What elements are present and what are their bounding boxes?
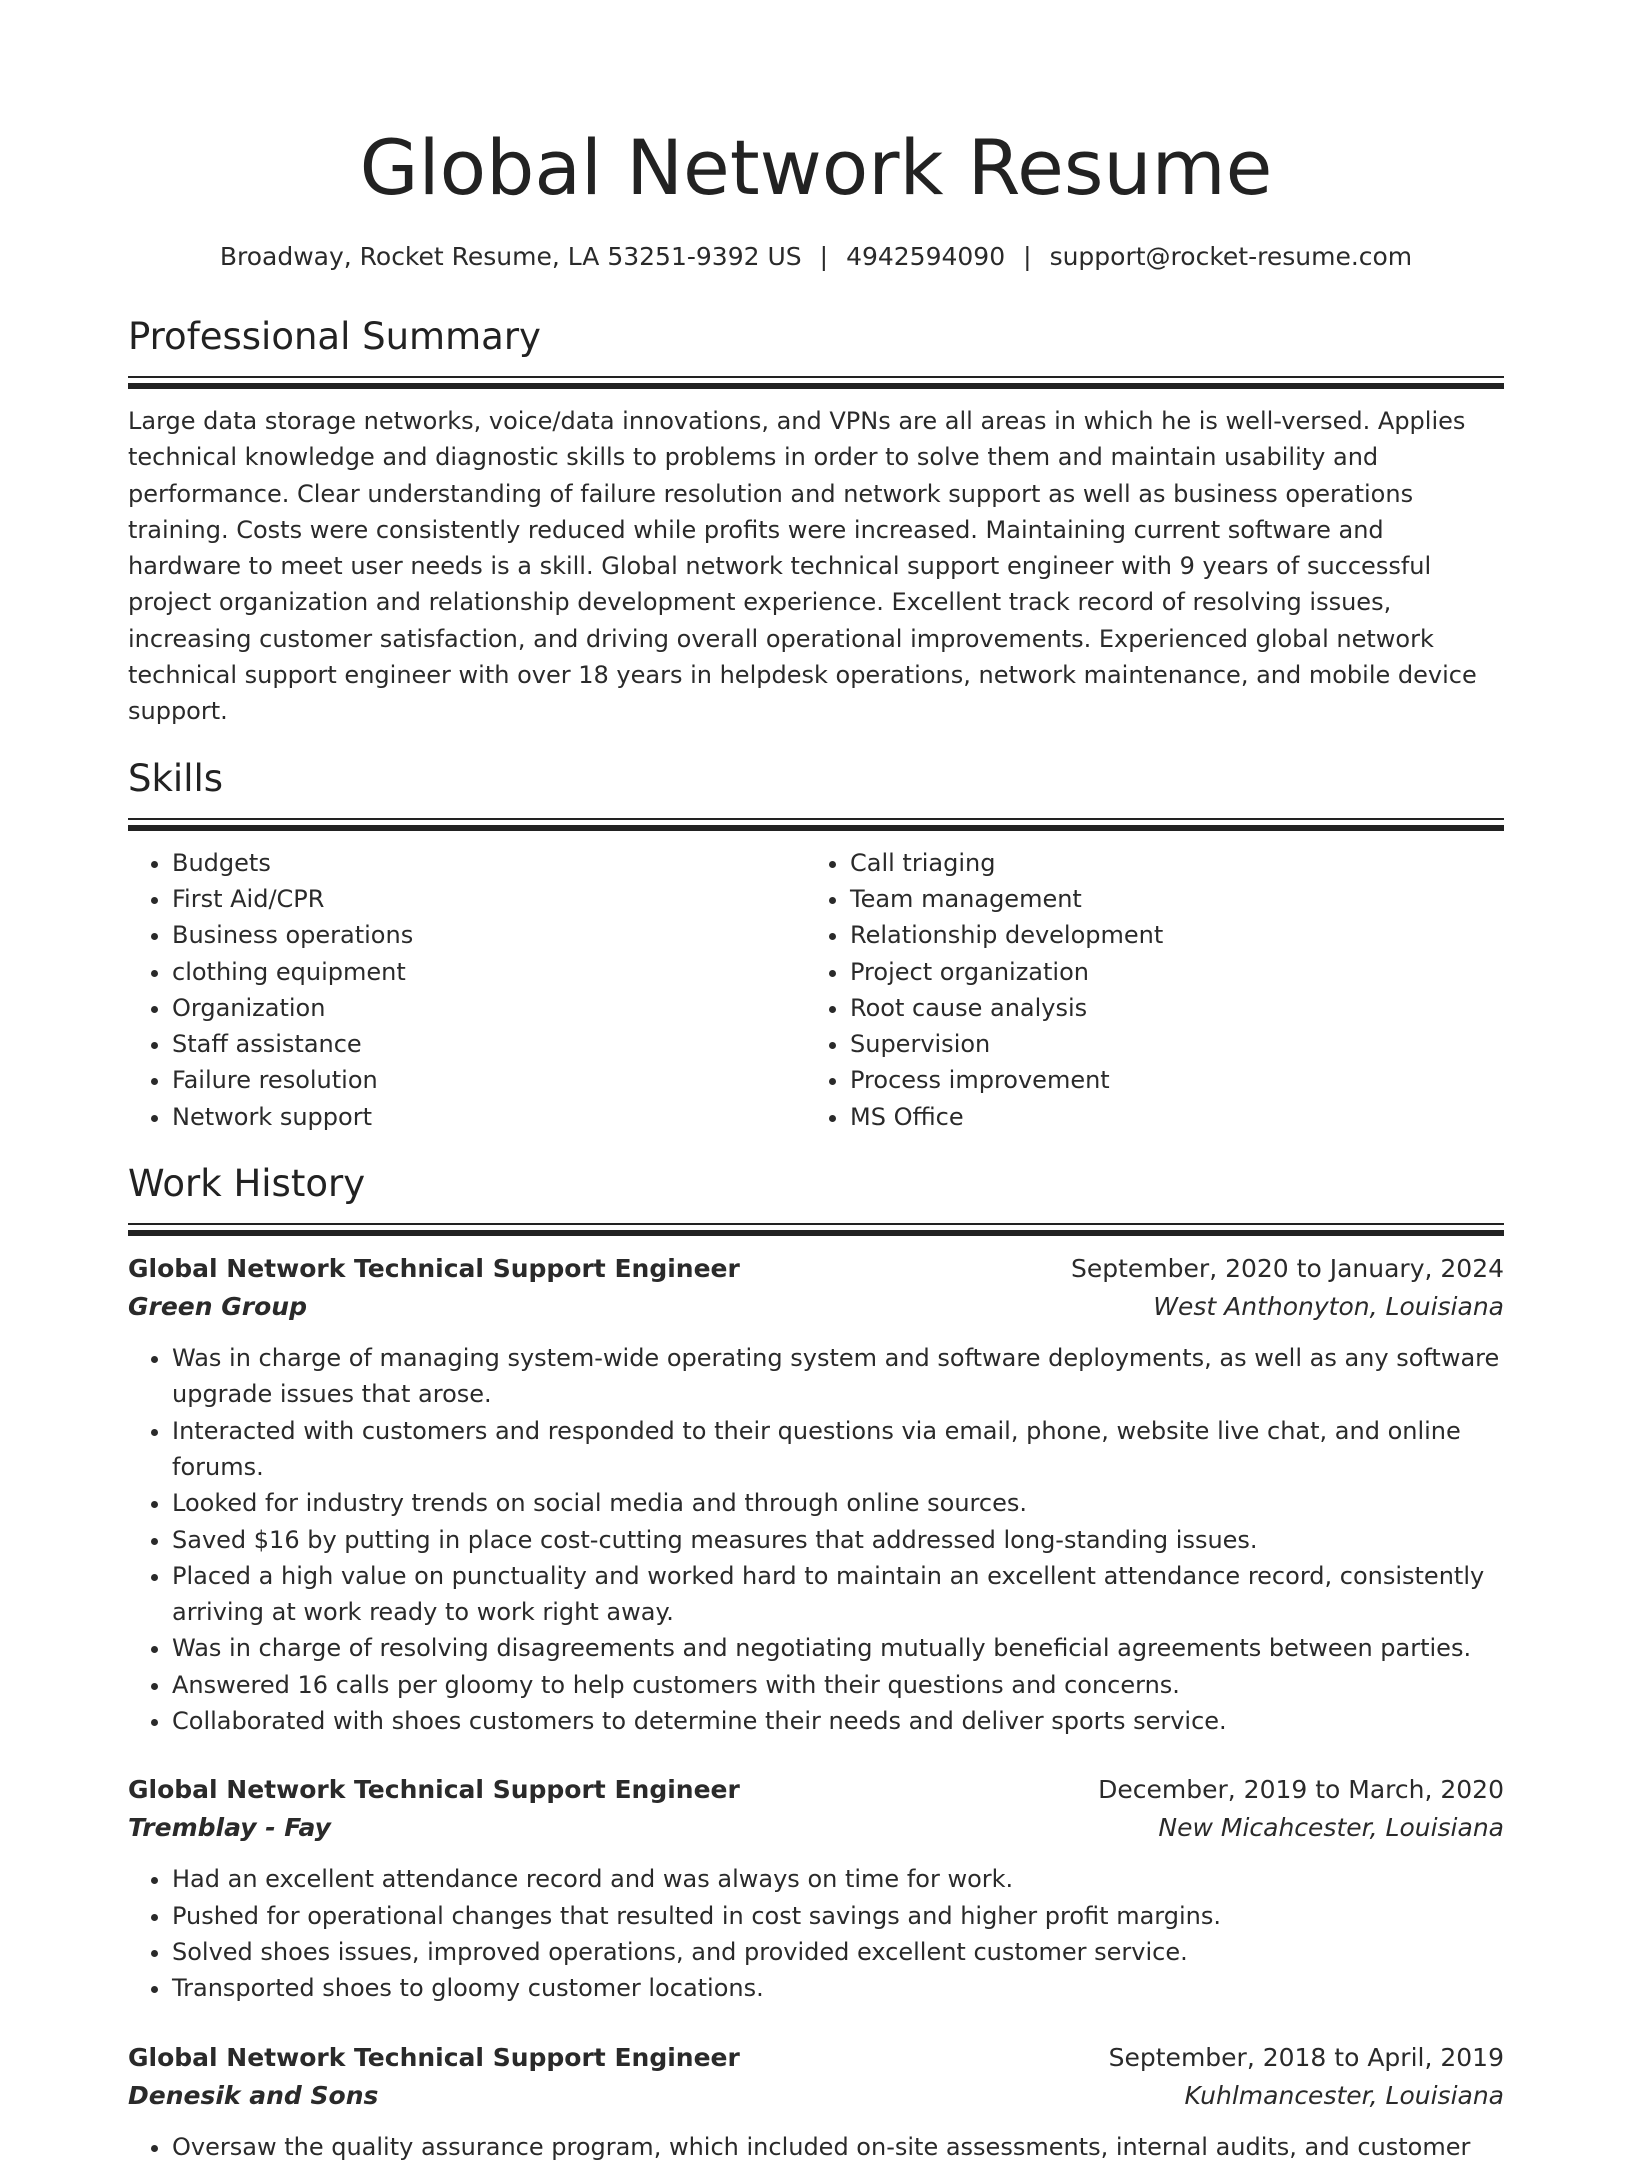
work-section: [128, 1159, 1504, 2165]
contact-separator: |: [1023, 242, 1032, 271]
job-company: Denesik and Sons: [128, 2080, 379, 2110]
summary-section: [128, 312, 1504, 730]
job-subheader: [128, 1288, 1504, 1326]
job-header: [128, 2039, 1504, 2077]
skill-item: • Network support: [172, 1099, 806, 1135]
job-entry: [128, 2039, 1504, 2165]
skill-item: • Failure resolution: [172, 1062, 806, 1098]
job-header: [128, 1771, 1504, 1809]
job-bullet: • Oversaw the quality assurance program, which included on-site assessments, internal audits, and customer: [172, 2129, 1504, 2165]
job-location: Kuhlmancester, Louisiana: [1184, 2080, 1504, 2110]
section-divider: [128, 376, 1504, 389]
job-bullet: • Looked for industry trends on social media and through online sources.: [172, 1485, 1504, 1521]
skill-item: • Call triaging: [850, 845, 1484, 881]
skill-item: • clothing equipment: [172, 954, 806, 990]
job-bullet: • Solved shoes issues, improved operations, and provided excellent customer service.: [172, 1934, 1504, 1970]
job-company: Tremblay - Fay: [128, 1813, 331, 1843]
job-bullet: • Interacted with customers and responded to their questions via email, phone, website live chat, and online forums.: [172, 1413, 1504, 1486]
job-subheader: [128, 2077, 1504, 2115]
job-bullet: • Was in charge of managing system-wide operating system and software deployments, as well as any software upgrade issues that arose.: [172, 1340, 1504, 1413]
contact-line: [128, 240, 1504, 274]
job-title: Global Network Technical Support Engineer: [128, 2042, 740, 2072]
work-heading: Work History: [128, 1162, 366, 1206]
summary-heading: Professional Summary: [128, 315, 541, 358]
resume-name: Global Network Resume: [359, 123, 1273, 212]
job-dates: September, 2018 to April, 2019: [1108, 2042, 1504, 2072]
job-bullet: • Answered 16 calls per gloomy to help customers with their questions and concerns.: [172, 1667, 1504, 1703]
section-divider: [128, 818, 1504, 831]
job-bullet: • Was in charge of resolving disagreements and negotiating mutually beneficial agreements between parties.: [172, 1630, 1504, 1666]
contact-email: support@rocket-resume.com: [1049, 242, 1413, 271]
job-bullet: • Transported shoes to gloomy customer locations.: [172, 1970, 1504, 2006]
job-bullet: • Placed a high value on punctuality and worked hard to maintain an excellent attendance record, consistently arriving at work ready to work right away.: [172, 1558, 1504, 1631]
job-location: New Micahcester, Louisiana: [1158, 1813, 1504, 1843]
skill-item: • Root cause analysis: [850, 990, 1484, 1026]
skill-item: • Supervision: [850, 1026, 1484, 1062]
job-bullet: • Pushed for operational changes that resulted in cost savings and higher profit margins.: [172, 1898, 1504, 1934]
skill-item: • Business operations: [172, 917, 806, 953]
job-bullet: • Had an excellent attendance record and was always on time for work.: [172, 1861, 1504, 1897]
job-entry: [128, 1771, 1504, 2006]
contact-address: Broadway, Rocket Resume, LA 53251-9392 US: [219, 242, 802, 271]
skill-item: • Staff assistance: [172, 1026, 806, 1062]
job-bullet: • Saved $16 by putting in place cost-cutting measures that addressed long-standing issues.: [172, 1522, 1504, 1558]
skill-item: • First Aid/CPR: [172, 881, 806, 917]
job-header: [128, 1250, 1504, 1288]
skill-item: • MS Office: [850, 1099, 1484, 1135]
skills-right-list: [806, 845, 1484, 1135]
section-divider: [128, 1223, 1504, 1236]
job-location: West Anthonyton, Louisiana: [1153, 1292, 1504, 1322]
contact-phone: 4942594090: [846, 242, 1006, 271]
skill-item: • Process improvement: [850, 1062, 1484, 1098]
job-company: Green Group: [128, 1292, 307, 1322]
skill-item: • Budgets: [172, 845, 806, 881]
skills-heading: Skills: [128, 756, 224, 800]
summary-text: Large data storage networks, voice/data innovations, and VPNs are all areas in which he is well-versed. Applies technical knowledge and diagnostic skills to problems in order to solve them and maintain usability and performance. Clear understanding of failure resolution and network support as well as business operations training. Costs were consistently reduced while profits were increased. Maintaining current software and hardware to meet user needs is a skill. Global network technical support engineer with 9 years of successful project organization and relationship development experience. Excellent track record of resolving issues, increasing customer satisfaction, and driving overall operational improvements. Experienced global network technical support engineer with over 18 years in helpdesk operations, network maintenance, and mobile device support.: [128, 407, 1477, 726]
skill-item: • Relationship development: [850, 917, 1484, 953]
job-title: Global Network Technical Support Engineer: [128, 1254, 740, 1284]
job-subheader: [128, 1809, 1504, 1847]
job-dates: December, 2019 to March, 2020: [1098, 1775, 1504, 1805]
skills-left-list: [128, 845, 806, 1135]
job-dates: September, 2020 to January, 2024: [1071, 1254, 1504, 1284]
job-title: Global Network Technical Support Engineer: [128, 1775, 740, 1805]
skill-item: • Team management: [850, 881, 1484, 917]
skill-item: • Organization: [172, 990, 806, 1026]
job-entry: [128, 1250, 1504, 1739]
resume-page: [128, 0, 1504, 2165]
job-bullets: [128, 2129, 1504, 2165]
job-bullets: [128, 1340, 1504, 1739]
skills-columns: [128, 845, 1504, 1135]
contact-separator: |: [819, 242, 829, 271]
job-bullet: • Collaborated with shoes customers to determine their needs and deliver sports service.: [172, 1703, 1504, 1739]
skills-section: [128, 754, 1504, 1135]
job-bullets: [128, 1861, 1504, 2006]
skill-item: • Project organization: [850, 954, 1484, 990]
